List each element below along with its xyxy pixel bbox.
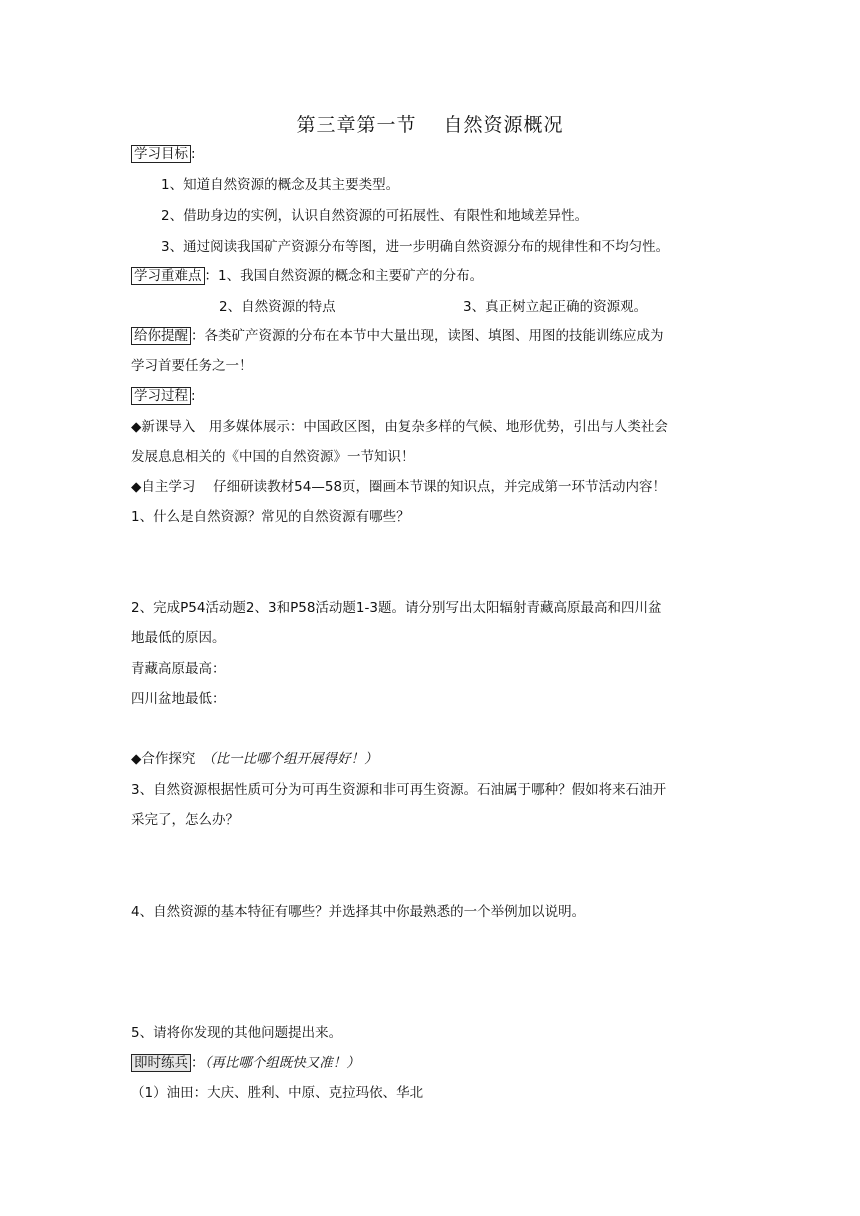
practice-item-1: （1）油田：大庆、胜利、中原、克拉玛依、华北 <box>131 1085 424 1101</box>
question-2: 2、完成P54活动题2、3和P58活动题1-3题。请分别写出太阳辐射青藏高原最高和四川盆 <box>131 600 662 616</box>
question-4: 4、自然资源的基本特征有哪些？并选择其中你最熟悉的一个举例加以说明。 <box>131 904 586 920</box>
key-point: 3、真正树立起正确的资源观。 <box>463 299 648 315</box>
key-points-line <box>131 266 483 286</box>
goal-item: 2、借助身边的实例，认识自然资源的可拓展性、有限性和地域差异性。 <box>161 208 589 224</box>
goal-item: 3、通过阅读我国矿产资源分布等图，进一步明确自然资源分布的规律性和不均匀性。 <box>161 239 670 255</box>
question-1: 1、什么是自然资源？常见的自然资源有哪些？ <box>131 509 410 525</box>
question-2-cont: 地最低的原因。 <box>131 630 226 646</box>
practice-label: 即时练兵 <box>131 1054 191 1072</box>
process-heading <box>131 386 196 406</box>
answer-qinghai: 青藏高原最高： <box>131 661 226 677</box>
question-3-cont: 采完了，怎么办？ <box>131 812 239 828</box>
tip-text-cont: 学习首要任务之一！ <box>131 358 253 374</box>
colon: ： <box>204 268 218 284</box>
practice-heading <box>131 1053 360 1073</box>
colon: : <box>191 388 196 404</box>
answer-sichuan: 四川盆地最低： <box>131 691 226 707</box>
intro-text: ◆新课导入 用多媒体展示：中国政区图，由复杂多样的气候、地形优势，引出与人类社会 <box>131 419 668 435</box>
coop-note: （比一比哪个组开展得好！） <box>208 751 378 767</box>
intro-text-cont: 发展息息相关的《中国的自然资源》一节知识！ <box>131 449 415 465</box>
question-5: 5、请将你发现的其他问题提出来。 <box>131 1025 343 1041</box>
tip-line <box>131 326 664 346</box>
colon: : <box>191 146 196 162</box>
key-point: 1、我国自然资源的概念和主要矿产的分布。 <box>218 268 484 284</box>
tip-label: 给你提醒 <box>131 327 191 345</box>
goal-item: 1、知道自然资源的概念及其主要类型。 <box>161 177 400 193</box>
self-study-text: ◆自主学习 仔细研读教材54—58页，圈画本节课的知识点，并完成第一环节活动内容！ <box>131 479 667 495</box>
goals-heading <box>131 144 196 164</box>
tip-text: ：各类矿产资源的分布在本节中大量出现，读图、填图、用图的技能训练应成为 <box>191 328 664 344</box>
coop-heading <box>131 749 378 769</box>
coop-label: ◆合作探究 <box>131 751 209 767</box>
page-title: 第三章第一节 自然资源概况 <box>296 114 564 136</box>
practice-note: （再比哪个组既快又准！） <box>204 1055 360 1071</box>
process-label: 学习过程 <box>131 387 191 405</box>
key-point: 2、自然资源的特点 <box>219 299 336 315</box>
key-label: 学习重难点 <box>131 267 205 285</box>
goals-label: 学习目标 <box>131 145 191 163</box>
colon: ： <box>191 1055 205 1071</box>
question-3: 3、自然资源根据性质可分为可再生资源和非可再生资源。石油属于哪种？假如将来石油开 <box>131 782 667 798</box>
